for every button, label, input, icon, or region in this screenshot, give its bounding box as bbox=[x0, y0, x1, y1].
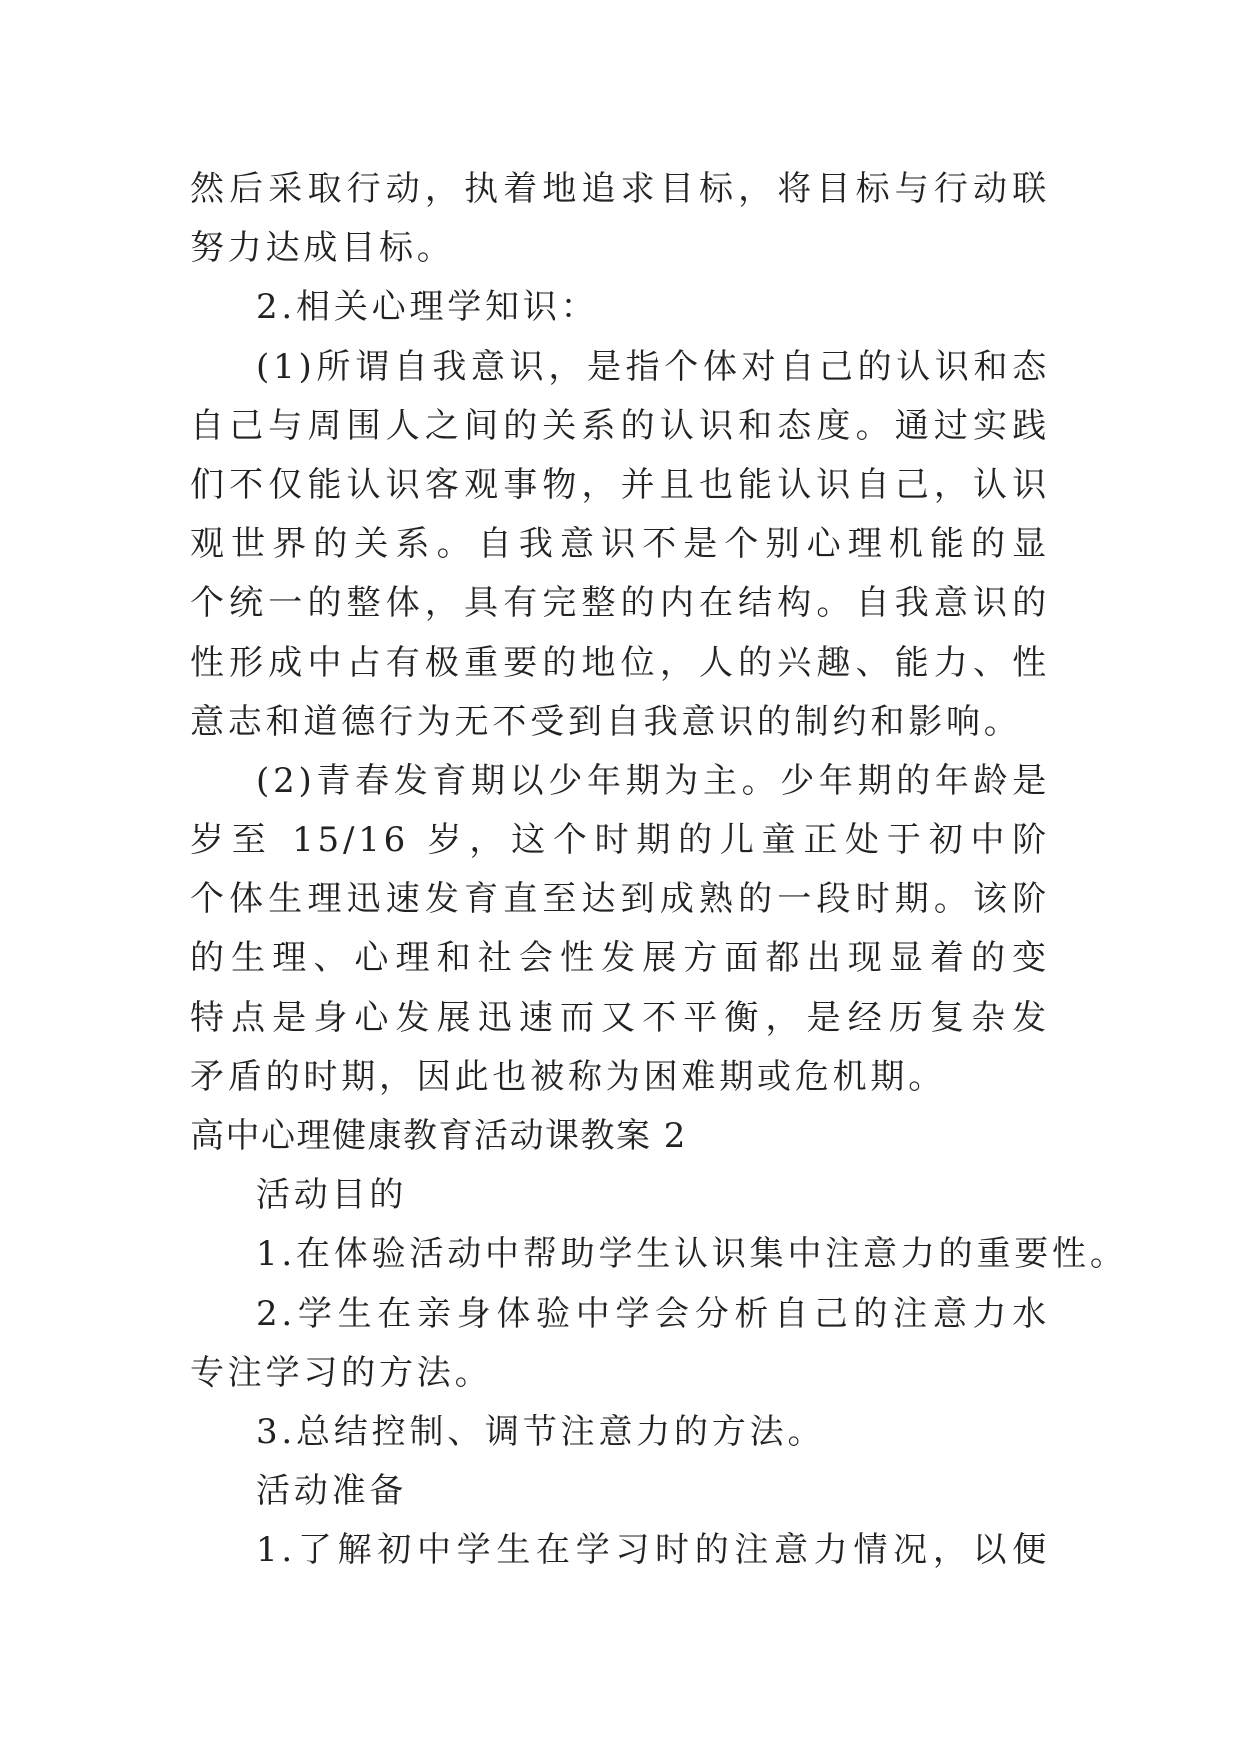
document-page bbox=[190, 160, 1128, 1581]
list-item-continuation: 专注学习的方法。 bbox=[190, 1352, 493, 1393]
list-item: 1.了解初中学生在学习时的注意力情况，以便 bbox=[256, 1530, 1050, 1571]
paragraph-line: 自己与周围人之间的关系的认识和态度。通过实践 bbox=[190, 405, 1050, 446]
paragraph-line: 个体生理迅速发育直至达到成熟的一段时期。该阶 bbox=[190, 879, 1050, 920]
section-heading: 活动目的 bbox=[256, 1175, 408, 1216]
paragraph-line: 观世界的关系。自我意识不是个别心理机能的显 bbox=[190, 524, 1050, 565]
paragraph-line: 性形成中占有极重要的地位，人的兴趣、能力、性 bbox=[190, 642, 1050, 683]
paragraph-line: 努力达成目标。 bbox=[190, 228, 455, 269]
paragraph-line: 岁至 15/16 岁，这个时期的儿童正处于初中阶 bbox=[190, 820, 1050, 861]
section-heading: 2.相关心理学知识： bbox=[256, 287, 599, 328]
paragraph-line: 特点是身心发展迅速而又不平衡，是经历复杂发 bbox=[190, 997, 1050, 1038]
paragraph-line: 的生理、心理和社会性发展方面都出现显着的变 bbox=[190, 938, 1050, 979]
document-title: 高中心理健康教育活动课教案 2 bbox=[190, 1116, 687, 1156]
paragraph-line: (1)所谓自我意识，是指个体对自己的认识和态 bbox=[256, 346, 1050, 387]
paragraph-line: 矛盾的时期，因此也被称为困难期或危机期。 bbox=[190, 1056, 946, 1097]
section-heading: 活动准备 bbox=[256, 1471, 408, 1512]
list-item: 3.总结控制、调节注意力的方法。 bbox=[256, 1411, 826, 1452]
paragraph-line: 意志和道德行为无不受到自我意识的制约和影响。 bbox=[190, 701, 1022, 742]
list-item: 2.学生在亲身体验中学会分析自己的注意力水 bbox=[256, 1293, 1050, 1334]
paragraph-line: 然后采取行动，执着地追求目标，将目标与行动联 bbox=[190, 169, 1050, 209]
paragraph-line: (2)青春发育期以少年期为主。少年期的年龄是 bbox=[256, 760, 1050, 801]
list-item: 1.在体验活动中帮助学生认识集中注意力的重要性。 bbox=[256, 1234, 1128, 1275]
paragraph-line: 个统一的整体，具有完整的内在结构。自我意识的 bbox=[190, 583, 1050, 624]
paragraph-line: 们不仅能认识客观事物，并且也能认识自己，认识 bbox=[190, 464, 1050, 505]
